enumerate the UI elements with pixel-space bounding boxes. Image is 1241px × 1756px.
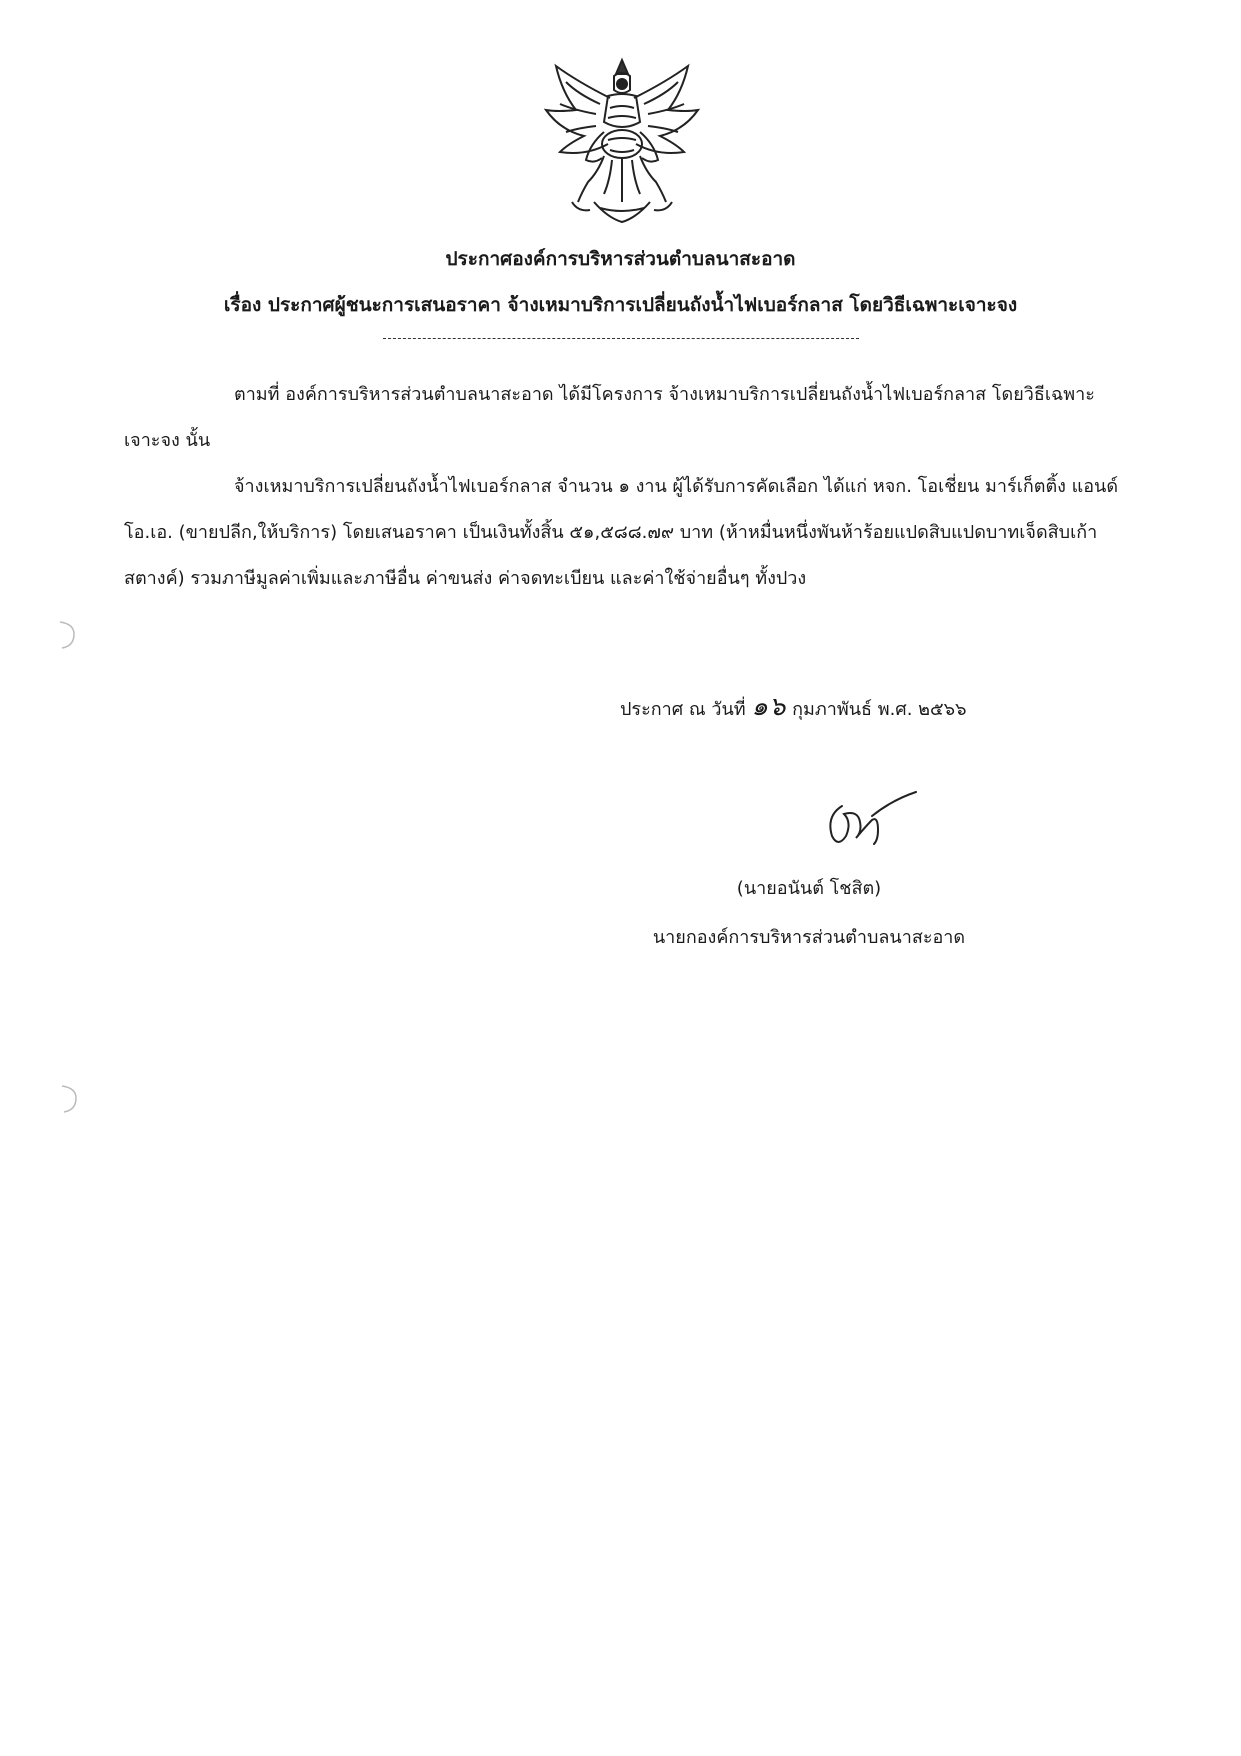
paragraph-winner-text: จ้างเหมาบริการเปลี่ยนถังน้ำไฟเบอร์กลาส จำนวน ๑ งาน ผู้ได้รับการคัดเลือก ได้แก่ หจก. โอเชี่ยน มาร์เก็ตติ้ง แอนด์ โอ.เอ. (ขายปลีก,ให้บริการ) โดยเสนอราคา เป็นเงินทั้งสิ้น ๕๑,๕๘๘.๗๙ บาท (ห้าหมื่นหนึ่งพันห้าร้อยแปดสิบแปดบาทเจ็ดสิบเก้าสตางค์) รวมภาษีมูลค่าเพิ่มและภาษีอื่น ค่าขนส่ง ค่าจดทะเบียน และค่าใช้จ่ายอื่นๆ ทั้งปวง	[124, 476, 1119, 589]
punch-hole-mark-icon	[52, 616, 80, 652]
garuda-emblem-icon	[538, 52, 706, 228]
announcement-subject: เรื่อง ประกาศผู้ชนะการเสนอราคา จ้างเหมาบริการเปลี่ยนถังน้ำไฟเบอร์กลาส โดยวิธีเฉพาะเจาะจง	[223, 294, 1018, 316]
paragraph-winner	[124, 464, 1124, 602]
signer-title: นายกองค์การบริหารส่วนตำบลนาสะอาด	[652, 927, 966, 948]
paragraph-project	[124, 372, 1124, 464]
announcement-date	[620, 686, 967, 727]
signature-icon	[812, 786, 922, 856]
paragraph-project-text: ตามที่ องค์การบริหารส่วนตำบลนาสะอาด ได้มีโครงการ จ้างเหมาบริการเปลี่ยนถังน้ำไฟเบอร์กลาส โดยวิธีเฉพาะเจาะจง นั้น	[124, 384, 1095, 451]
date-suffix: กุมภาพันธ์ พ.ศ. ๒๕๖๖	[792, 699, 967, 720]
date-day-handwritten: ๑๖	[751, 692, 787, 722]
separator-rule	[383, 338, 859, 339]
punch-hole-mark-icon	[54, 1080, 82, 1116]
signer-name: (นายอนันต์ โชสิต)	[736, 878, 882, 899]
organization-heading: ประกาศองค์การบริหารส่วนตำบลนาสะอาด	[445, 248, 796, 270]
date-prefix: ประกาศ ณ วันที่	[620, 699, 746, 720]
